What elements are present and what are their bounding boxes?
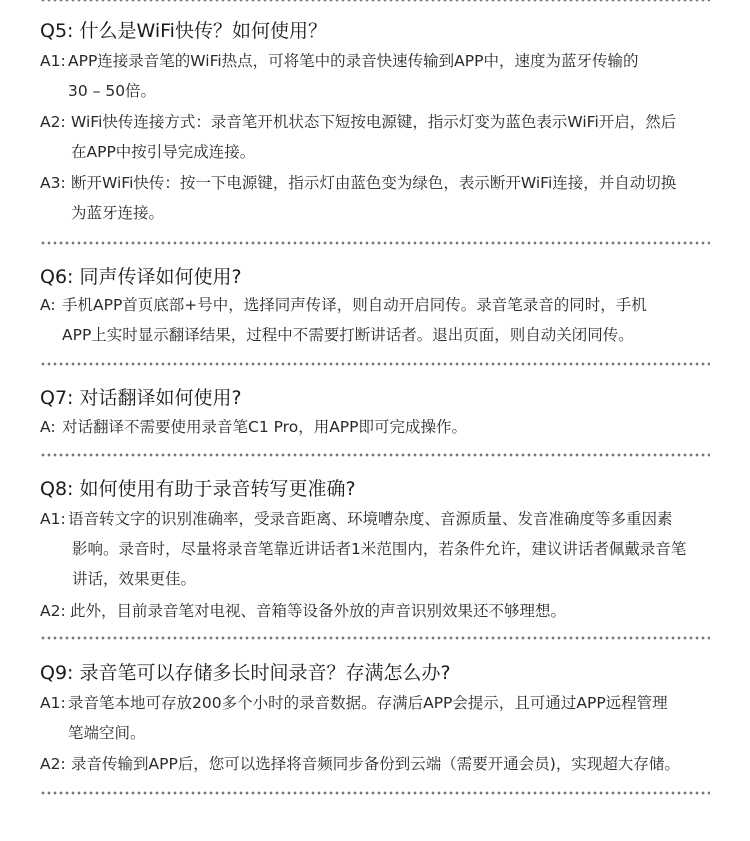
- answer: [40, 107, 720, 167]
- answer-text: 对话翻译不需要使用录音笔C1 Pro，用APP即可完成操作。: [62, 418, 467, 436]
- answer: [40, 412, 720, 442]
- answer-text: APP连接录音笔的WiFi热点，可将笔中的录音快速传输到APP中，速度为蓝牙传输的: [68, 52, 639, 70]
- answer: [40, 688, 720, 748]
- answer: [40, 46, 720, 106]
- answer: [40, 168, 720, 228]
- divider: [40, 636, 710, 640]
- answer-prefix: A2:: [40, 602, 66, 620]
- question-heading: Q6: 同声传译如何使用?: [40, 266, 242, 288]
- answer-prefix: A3:: [40, 174, 66, 192]
- answer-text: 录音笔本地可存放200多个小时的录音数据。存满后APP会提示，且可通过APP远程管理: [68, 694, 668, 712]
- answer-text: 断开WiFi快传：按一下电源键，指示灯由蓝色变为绿色，表示断开WiFi连接，并自动切换: [71, 174, 677, 192]
- divider: [40, 453, 710, 457]
- answer-text: 语音转文字的识别准确率，受录音距离、环境嘈杂度、音源质量、发音准确度等多重因素: [68, 510, 673, 528]
- divider: [40, 0, 710, 2]
- question-heading: Q5: 什么是WiFi快传？如何使用？: [40, 20, 327, 42]
- answer: [40, 749, 720, 779]
- question-heading: Q7: 对话翻译如何使用?: [40, 387, 242, 409]
- answer-text-continued: 为蓝牙连接。: [71, 204, 165, 222]
- divider: [40, 241, 710, 245]
- answer-text-continued: 讲话，效果更佳。: [72, 570, 197, 588]
- answer-text-continued: 笔端空间。: [68, 724, 146, 742]
- answer-text: 手机APP首页底部+号中，选择同声传译，则自动开启同传。录音笔录音的同时，手机: [62, 296, 647, 314]
- answer-text-continued: 30 – 50倍。: [68, 82, 157, 100]
- answer: [40, 596, 720, 626]
- answer-prefix: A:: [40, 296, 56, 314]
- answer-text-continued: 在APP中按引导完成连接。: [71, 143, 256, 161]
- answer: [40, 290, 720, 350]
- answer-prefix: A2:: [40, 755, 66, 773]
- answer-text: WiFi快传连接方式：录音笔开机状态下短按电源键，指示灯变为蓝色表示WiFi开启，然后: [71, 113, 677, 131]
- question-heading: Q9: 录音笔可以存储多长时间录音？存满怎么办?: [40, 662, 451, 684]
- divider: [40, 362, 710, 366]
- answer-prefix: A1:: [40, 510, 66, 528]
- answer-text: 录音传输到APP后，您可以选择将音频同步备份到云端（需要开通会员)，实现超大存储。: [71, 755, 680, 773]
- answer-prefix: A2:: [40, 113, 66, 131]
- question-heading: Q8: 如何使用有助于录音转写更准确?: [40, 478, 356, 500]
- divider: [40, 791, 710, 795]
- answer-prefix: A1:: [40, 52, 66, 70]
- answer-text-continued: APP上实时显示翻译结果，过程中不需要打断讲话者。退出页面，则自动关闭同传。: [62, 326, 634, 344]
- answer-prefix: A:: [40, 418, 56, 436]
- answer-prefix: A1:: [40, 694, 66, 712]
- answer: [40, 504, 720, 594]
- answer-text: 此外，目前录音笔对电视、音箱等设备外放的声音识别效果还不够理想。: [70, 602, 567, 620]
- answer-text-continued: 影响。录音时，尽量将录音笔靠近讲话者1米范围内，若条件允许，建议讲话者佩戴录音笔: [72, 540, 687, 558]
